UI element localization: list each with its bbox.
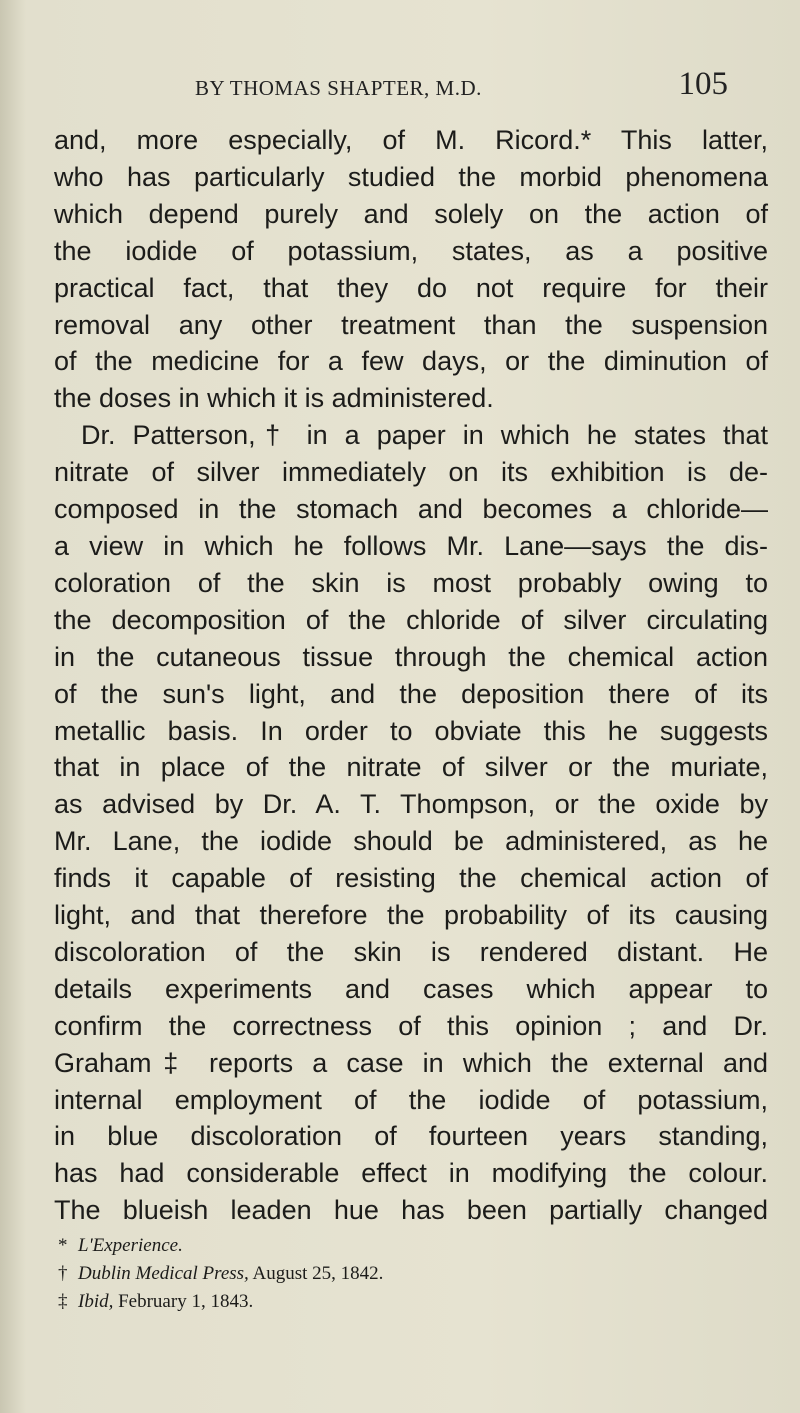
- text-line: who has particularly studied the morbid phenomena: [54, 161, 768, 192]
- text-line: metallic basis. In order to obviate this he suggests: [54, 715, 768, 746]
- text-line: The blueish leaden hue has been partially changed: [54, 1195, 768, 1226]
- text-line: finds it capable of resisting the chemical action of: [54, 863, 768, 894]
- text-line: the doses in which it is administered.: [54, 383, 494, 414]
- text-line: internal employment of the iodide of potassium,: [54, 1084, 768, 1115]
- text-line: the iodide of potassium, states, as a positive: [54, 235, 768, 266]
- text-line: Dr. Patterson,† in a paper in which he states that: [81, 420, 768, 451]
- text-line: nitrate of silver immediately on its exhibition is de-: [54, 457, 768, 488]
- footnote-source: Ibid,: [78, 1291, 114, 1312]
- text-line: in blue discoloration of fourteen years standing,: [54, 1121, 768, 1152]
- text-line: in the cutaneous tissue through the chemical action: [54, 641, 768, 672]
- footnotes: [58, 1232, 658, 1316]
- text-line: as advised by Dr. A. T. Thompson, or the oxide by: [54, 789, 768, 820]
- footnote-detail: August 25, 1842.: [252, 1263, 384, 1284]
- text-line: a view in which he follows Mr. Lane—says the dis-: [54, 530, 768, 561]
- text-line: coloration of the skin is most probably owing to: [54, 567, 768, 598]
- text-line: Graham‡ reports a case in which the external and: [54, 1047, 768, 1078]
- text-line: has had considerable effect in modifying the colour.: [54, 1158, 768, 1189]
- footnote-mark: *: [58, 1235, 68, 1256]
- footnote-detail: February 1, 1843.: [118, 1291, 254, 1312]
- page-header: [195, 62, 755, 106]
- text-line: details experiments and cases which appear to: [54, 973, 768, 1004]
- text-line: which depend purely and solely on the action of: [54, 198, 768, 229]
- footnote: [58, 1232, 658, 1260]
- text-line: practical fact, that they do not require for their: [54, 272, 768, 303]
- text-line: the decomposition of the chloride of silver circulating: [54, 604, 768, 635]
- footnote-mark: ‡: [58, 1291, 68, 1312]
- text-line: Mr. Lane, the iodide should be administered, as he: [54, 826, 768, 857]
- footnote: [58, 1288, 658, 1316]
- text-line: confirm the correctness of this opinion ; and Dr.: [54, 1010, 768, 1041]
- text-line: of the medicine for a few days, or the diminution of: [54, 346, 768, 377]
- running-head: BY THOMAS SHAPTER, M.D.: [195, 76, 482, 100]
- text-line: and, more especially, of M. Ricord.* This latter,: [54, 125, 768, 155]
- text-line: discoloration of the skin is rendered distant. He: [54, 936, 768, 967]
- footnote-source: L'Experience.: [78, 1235, 183, 1256]
- text-line: light, and that therefore the probability of its causing: [54, 900, 768, 931]
- text-line: that in place of the nitrate of silver or the muriate,: [54, 752, 768, 783]
- footnote-mark: †: [58, 1263, 68, 1284]
- body-text: [54, 122, 768, 1229]
- page-number: 105: [678, 66, 728, 102]
- footnote-source: Dublin Medical Press,: [78, 1263, 249, 1284]
- text-line: removal any other treatment than the suspension: [54, 309, 768, 340]
- footnote: [58, 1260, 658, 1288]
- text-line: of the sun's light, and the deposition there of its: [54, 678, 768, 709]
- text-line: composed in the stomach and becomes a chloride—: [54, 494, 768, 525]
